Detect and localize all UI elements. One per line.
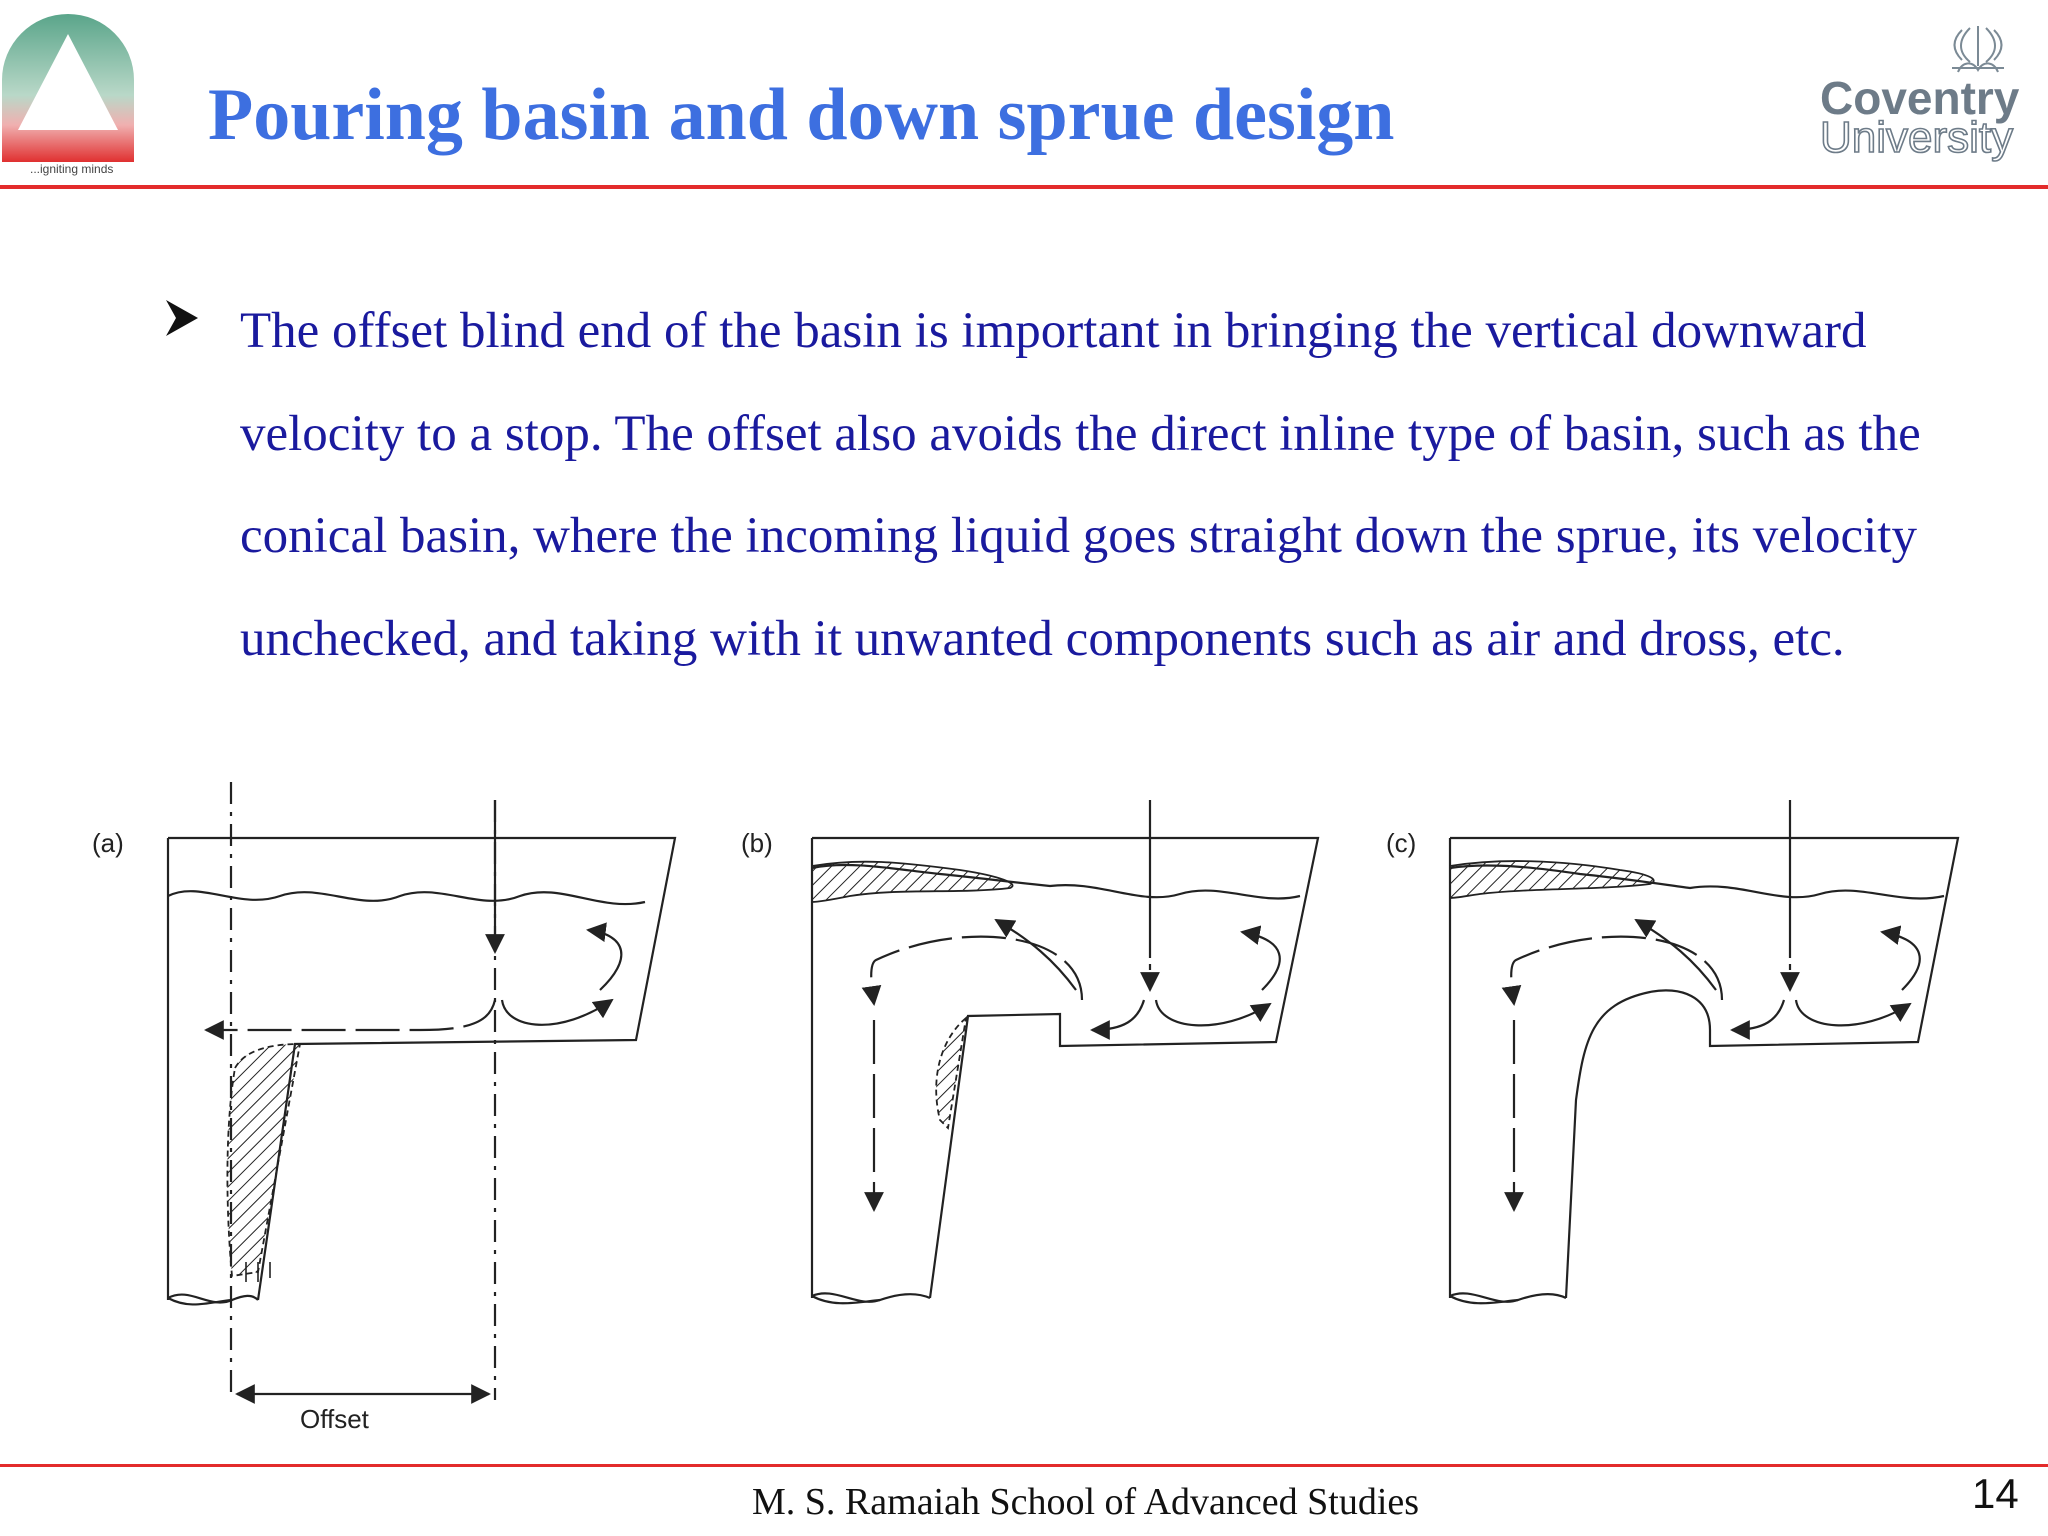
footer-rule: [0, 1464, 2048, 1467]
page-number: 14: [1972, 1470, 2019, 1517]
header-rule: [0, 185, 2048, 189]
panel-b: [741, 800, 1318, 1303]
bullet-text: The offset blind end of the basin is important in bringing the vertical downward velocity to a stop. The offset also avoids the direct inline type of basin, such as the conical basin, where the incoming liquid goes straight down the sprue, its velocity unchecked, and taking with it unwanted components such as air and dross, etc.: [240, 303, 1921, 667]
panel-a: [92, 782, 675, 1434]
institution-logo: [0, 12, 140, 182]
logo-text-university: University: [1820, 113, 2014, 162]
logo-text-coventry: Coventry: [1820, 72, 2020, 124]
arrow-bullet-icon: [164, 298, 200, 338]
basin-sprue-diagram: [80, 772, 1980, 1452]
panel-a-label: (a): [92, 828, 124, 858]
logo-tagline: ...igniting minds: [30, 162, 114, 176]
panel-b-label: (b): [741, 828, 773, 858]
footer-institution: M. S. Ramaiah School of Advanced Studies: [752, 1481, 1420, 1523]
offset-label: Offset: [300, 1404, 369, 1434]
panel-c-label: (c): [1386, 828, 1417, 858]
slide-title: Pouring basin and down sprue design: [208, 74, 1395, 156]
panel-c: [1386, 800, 1958, 1303]
coventry-university-logo: [1812, 10, 2028, 162]
